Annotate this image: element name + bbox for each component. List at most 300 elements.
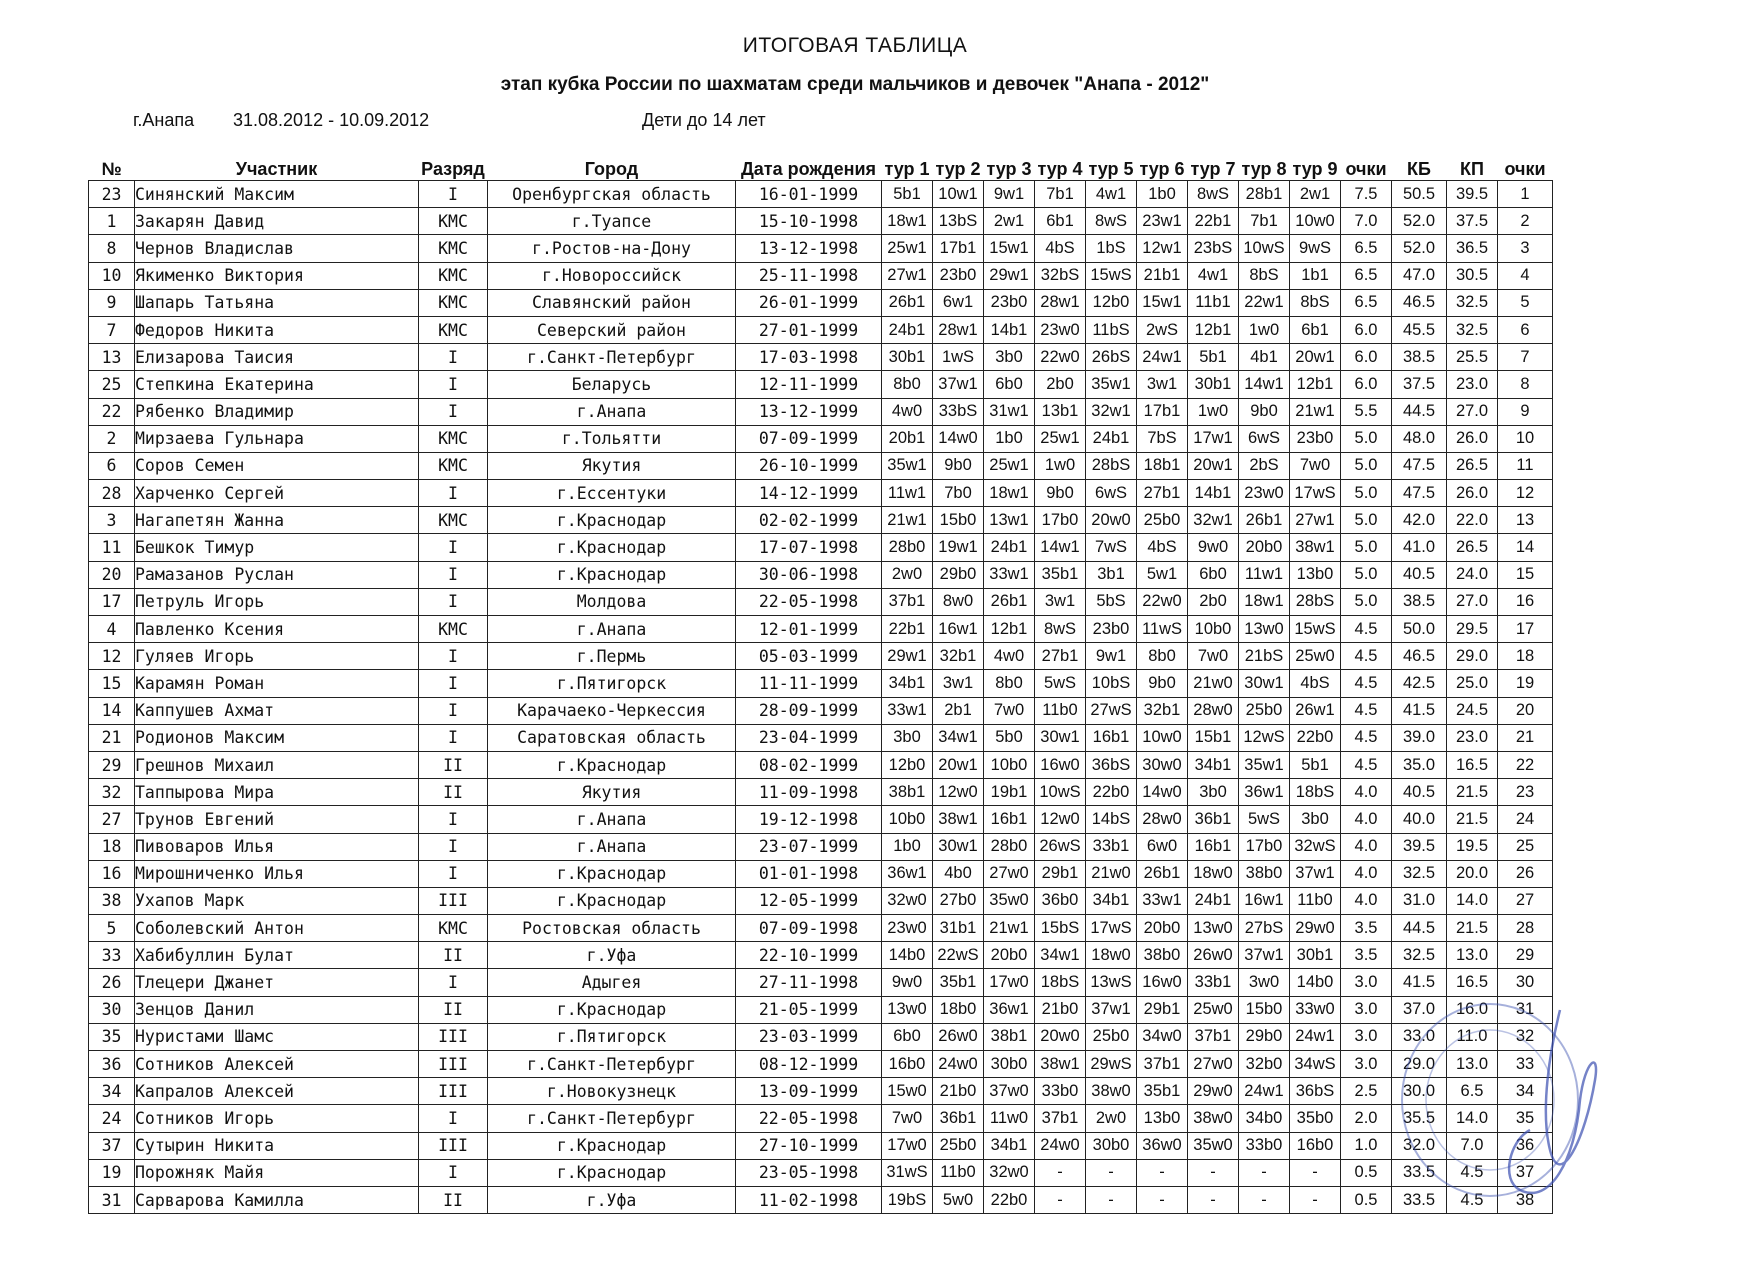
player-number-cell: 20 [89,561,135,588]
player-name-cell: Елизарова Таисия [135,344,419,371]
round-9-cell: 4bS [1290,670,1341,697]
round-6-cell: 16w0 [1137,969,1188,996]
player-rank-cell: КМС [419,289,488,316]
round-5-cell: 27wS [1086,697,1137,724]
round-2-cell: 15b0 [933,507,984,534]
round-5-cell: 21w0 [1086,860,1137,887]
player-rank-cell: I [419,697,488,724]
round-7-cell: 10b0 [1188,616,1239,643]
round-3-cell: 29w1 [984,262,1035,289]
buchholz-cell: 37.5 [1392,371,1447,398]
round-2-cell: 2b1 [933,697,984,724]
player-city-cell: г.Санкт-Петербург [488,1105,736,1132]
progress-cell: 32.5 [1447,289,1498,316]
round-4-cell: 5wS [1035,670,1086,697]
total-points-cell: 4.5 [1341,670,1392,697]
total-points-cell: 4.0 [1341,806,1392,833]
final-place-cell: 22 [1498,751,1553,778]
final-place-cell: 29 [1498,942,1553,969]
round-6-cell: 3w1 [1137,371,1188,398]
final-place-cell: 7 [1498,344,1553,371]
column-header: КП [1460,159,1484,179]
round-5-cell: 12b0 [1086,289,1137,316]
player-number-cell: 37 [89,1132,135,1159]
round-7-cell: 36b1 [1188,806,1239,833]
final-place-cell: 17 [1498,616,1553,643]
progress-cell: 36.5 [1447,235,1498,262]
progress-cell: 7.0 [1447,1132,1498,1159]
round-6-cell: 30w0 [1137,751,1188,778]
round-1-cell: 25w1 [882,235,933,262]
round-8-cell: 22w1 [1239,289,1290,316]
table-row [89,860,1553,887]
player-number-cell: 21 [89,724,135,751]
round-9-cell: 28bS [1290,588,1341,615]
final-place-cell: 33 [1498,1051,1553,1078]
table-row [89,1023,1553,1050]
round-2-cell: 1wS [933,344,984,371]
round-7-cell: 34b1 [1188,751,1239,778]
round-5-cell: 29wS [1086,1051,1137,1078]
total-points-cell: 4.5 [1341,697,1392,724]
progress-cell: 4.5 [1447,1186,1498,1213]
player-city-cell: г.Ростов-на-Дону [488,235,736,262]
round-6-cell: 28w0 [1137,806,1188,833]
buchholz-cell: 38.5 [1392,344,1447,371]
table-row [89,670,1553,697]
round-6-cell: 38b0 [1137,942,1188,969]
round-3-cell: 19b1 [984,779,1035,806]
round-7-cell: 28w0 [1188,697,1239,724]
round-4-cell: 18bS [1035,969,1086,996]
final-place-cell: 19 [1498,670,1553,697]
player-rank-cell: I [419,1159,488,1186]
table-row [89,969,1553,996]
round-2-cell: 24w0 [933,1051,984,1078]
player-number-cell: 2 [89,425,135,452]
player-number-cell: 1 [89,208,135,235]
total-points-cell: 4.5 [1341,616,1392,643]
round-9-cell: 27w1 [1290,507,1341,534]
player-number-cell: 33 [89,942,135,969]
round-9-cell: 20w1 [1290,344,1341,371]
round-2-cell: 12w0 [933,779,984,806]
birth-date-cell: 08-12-1999 [736,1051,882,1078]
round-8-cell: 2bS [1239,452,1290,479]
round-5-cell: 11bS [1086,316,1137,343]
round-3-cell: 27w0 [984,860,1035,887]
round-3-cell: 15w1 [984,235,1035,262]
table-row [89,806,1553,833]
total-points-cell: 2.5 [1341,1078,1392,1105]
round-7-cell: 17w1 [1188,425,1239,452]
round-3-cell: 1b0 [984,425,1035,452]
round-7-cell: - [1188,1186,1239,1213]
final-place-cell: 18 [1498,643,1553,670]
round-2-cell: 10w1 [933,181,984,208]
buchholz-cell: 47.5 [1392,480,1447,507]
round-2-cell: 9b0 [933,452,984,479]
player-name-cell: Сотников Алексей [135,1051,419,1078]
round-1-cell: 18w1 [882,208,933,235]
round-7-cell: 18w0 [1188,860,1239,887]
round-8-cell: 30w1 [1239,670,1290,697]
final-place-cell: 30 [1498,969,1553,996]
player-name-cell: Закарян Давид [135,208,419,235]
player-rank-cell: III [419,1023,488,1050]
table-row [89,616,1553,643]
player-name-cell: Петруль Игорь [135,588,419,615]
round-4-cell: 26wS [1035,833,1086,860]
round-9-cell: 37w1 [1290,860,1341,887]
round-4-cell: 29b1 [1035,860,1086,887]
player-number-cell: 23 [89,181,135,208]
table-row [89,915,1553,942]
round-8-cell: 9b0 [1239,398,1290,425]
player-rank-cell: КМС [419,316,488,343]
player-city-cell: г.Краснодар [488,1132,736,1159]
round-1-cell: 35w1 [882,452,933,479]
progress-cell: 16.0 [1447,996,1498,1023]
birth-date-cell: 11-02-1998 [736,1186,882,1213]
progress-cell: 6.5 [1447,1078,1498,1105]
player-city-cell: Адыгея [488,969,736,996]
round-7-cell: 26w0 [1188,942,1239,969]
round-9-cell: 21w1 [1290,398,1341,425]
birth-date-cell: 28-09-1999 [736,697,882,724]
progress-cell: 29.0 [1447,643,1498,670]
round-9-cell: 29w0 [1290,915,1341,942]
round-6-cell: 29b1 [1137,996,1188,1023]
round-7-cell: 12b1 [1188,316,1239,343]
player-number-cell: 15 [89,670,135,697]
table-header-row [89,156,1553,181]
final-place-cell: 36 [1498,1132,1553,1159]
round-3-cell: 16b1 [984,806,1035,833]
table-row [89,588,1553,615]
round-2-cell: 38w1 [933,806,984,833]
final-place-cell: 21 [1498,724,1553,751]
birth-date-cell: 22-10-1999 [736,942,882,969]
total-points-cell: 3.0 [1341,1051,1392,1078]
player-rank-cell: I [419,344,488,371]
buchholz-cell: 38.5 [1392,588,1447,615]
player-rank-cell: КМС [419,235,488,262]
player-city-cell: г.Краснодар [488,996,736,1023]
round-9-cell: 9wS [1290,235,1341,262]
round-9-cell: 22b0 [1290,724,1341,751]
round-4-cell: 9b0 [1035,480,1086,507]
round-7-cell: 8wS [1188,181,1239,208]
round-5-cell: 24b1 [1086,425,1137,452]
player-city-cell: Ростовская область [488,915,736,942]
round-8-cell: 20b0 [1239,534,1290,561]
buchholz-cell: 52.0 [1392,235,1447,262]
player-number-cell: 30 [89,996,135,1023]
column-header: тур 4 [1037,159,1083,179]
column-header: тур 3 [986,159,1032,179]
round-3-cell: 33w1 [984,561,1035,588]
final-place-cell: 24 [1498,806,1553,833]
birth-date-cell: 27-01-1999 [736,316,882,343]
total-points-cell: 4.5 [1341,643,1392,670]
birth-date-cell: 12-01-1999 [736,616,882,643]
total-points-cell: 5.5 [1341,398,1392,425]
round-8-cell: 1w0 [1239,316,1290,343]
round-1-cell: 32w0 [882,887,933,914]
round-6-cell: 1b0 [1137,181,1188,208]
round-1-cell: 36w1 [882,860,933,887]
player-city-cell: Якутия [488,779,736,806]
round-8-cell: 11w1 [1239,561,1290,588]
round-1-cell: 34b1 [882,670,933,697]
player-number-cell: 24 [89,1105,135,1132]
round-3-cell: 13w1 [984,507,1035,534]
round-1-cell: 12b0 [882,751,933,778]
table-row [89,1051,1553,1078]
round-2-cell: 11b0 [933,1159,984,1186]
player-rank-cell: II [419,779,488,806]
round-9-cell: - [1290,1159,1341,1186]
final-place-cell: 15 [1498,561,1553,588]
total-points-cell: 7.0 [1341,208,1392,235]
round-6-cell: 14w0 [1137,779,1188,806]
player-rank-cell: II [419,751,488,778]
player-rank-cell: III [419,1132,488,1159]
table-row [89,1132,1553,1159]
player-city-cell: г.Анапа [488,806,736,833]
final-place-cell: 38 [1498,1186,1553,1213]
final-place-cell: 27 [1498,887,1553,914]
round-9-cell: 16b0 [1290,1132,1341,1159]
final-place-cell: 34 [1498,1078,1553,1105]
birth-date-cell: 19-12-1998 [736,806,882,833]
player-rank-cell: I [419,643,488,670]
column-header: тур 7 [1190,159,1236,179]
buchholz-cell: 41.0 [1392,534,1447,561]
round-3-cell: 21w1 [984,915,1035,942]
player-number-cell: 35 [89,1023,135,1050]
round-9-cell: 11b0 [1290,887,1341,914]
round-2-cell: 32b1 [933,643,984,670]
round-7-cell: 4w1 [1188,262,1239,289]
buchholz-cell: 42.0 [1392,507,1447,534]
player-number-cell: 10 [89,262,135,289]
player-number-cell: 3 [89,507,135,534]
column-header: тур 9 [1292,159,1338,179]
round-8-cell: 6wS [1239,425,1290,452]
player-number-cell: 16 [89,860,135,887]
table-row [89,1186,1553,1213]
total-points-cell: 3.5 [1341,915,1392,942]
round-9-cell: 1b1 [1290,262,1341,289]
round-8-cell: 10wS [1239,235,1290,262]
player-number-cell: 14 [89,697,135,724]
round-8-cell: - [1239,1159,1290,1186]
round-4-cell: 12w0 [1035,806,1086,833]
progress-cell: 16.5 [1447,751,1498,778]
final-place-cell: 31 [1498,996,1553,1023]
progress-cell: 27.0 [1447,588,1498,615]
total-points-cell: 5.0 [1341,480,1392,507]
round-7-cell: 27w0 [1188,1051,1239,1078]
final-place-cell: 5 [1498,289,1553,316]
round-9-cell: 25w0 [1290,643,1341,670]
birth-date-cell: 11-09-1998 [736,779,882,806]
round-5-cell: - [1086,1159,1137,1186]
buchholz-cell: 40.5 [1392,779,1447,806]
round-2-cell: 8w0 [933,588,984,615]
player-number-cell: 18 [89,833,135,860]
round-1-cell: 15w0 [882,1078,933,1105]
round-4-cell: 33b0 [1035,1078,1086,1105]
round-4-cell: 7b1 [1035,181,1086,208]
round-7-cell: 25w0 [1188,996,1239,1023]
round-7-cell: 29w0 [1188,1078,1239,1105]
total-points-cell: 4.5 [1341,751,1392,778]
column-header: очки [1345,159,1387,179]
player-rank-cell: КМС [419,616,488,643]
round-5-cell: 32w1 [1086,398,1137,425]
round-7-cell: 13w0 [1188,915,1239,942]
column-header: Разряд [421,159,485,179]
table-row [89,534,1553,561]
table-row [89,480,1553,507]
birth-date-cell: 23-03-1999 [736,1023,882,1050]
player-city-cell: г.Пермь [488,643,736,670]
total-points-cell: 5.0 [1341,507,1392,534]
table-row [89,208,1553,235]
birth-date-cell: 15-10-1998 [736,208,882,235]
round-2-cell: 17b1 [933,235,984,262]
round-6-cell: 33w1 [1137,887,1188,914]
column-header: тур 5 [1088,159,1134,179]
round-2-cell: 26w0 [933,1023,984,1050]
round-2-cell: 14w0 [933,425,984,452]
round-5-cell: 3b1 [1086,561,1137,588]
final-place-cell: 35 [1498,1105,1553,1132]
round-2-cell: 33bS [933,398,984,425]
round-2-cell: 19w1 [933,534,984,561]
round-7-cell: - [1188,1159,1239,1186]
round-2-cell: 22wS [933,942,984,969]
player-name-cell: Ухапов Марк [135,887,419,914]
round-3-cell: 37w0 [984,1078,1035,1105]
results-table [88,156,1553,1214]
round-4-cell: 23w0 [1035,316,1086,343]
player-city-cell: Оренбургская область [488,181,736,208]
table-row [89,371,1553,398]
round-7-cell: 32w1 [1188,507,1239,534]
player-number-cell: 4 [89,616,135,643]
player-name-cell: Гуляев Игорь [135,643,419,670]
total-points-cell: 0.5 [1341,1159,1392,1186]
buchholz-cell: 41.5 [1392,697,1447,724]
round-1-cell: 19bS [882,1186,933,1213]
progress-cell: 29.5 [1447,616,1498,643]
birth-date-cell: 13-09-1999 [736,1078,882,1105]
round-6-cell: 35b1 [1137,1078,1188,1105]
round-6-cell: - [1137,1186,1188,1213]
round-8-cell: 32b0 [1239,1051,1290,1078]
birth-date-cell: 02-02-1999 [736,507,882,534]
round-9-cell: 6b1 [1290,316,1341,343]
round-8-cell: 8bS [1239,262,1290,289]
player-rank-cell: III [419,1078,488,1105]
total-points-cell: 6.0 [1341,371,1392,398]
round-7-cell: 24b1 [1188,887,1239,914]
round-3-cell: 30b0 [984,1051,1035,1078]
round-8-cell: 37w1 [1239,942,1290,969]
round-6-cell: 8b0 [1137,643,1188,670]
player-rank-cell: I [419,181,488,208]
round-1-cell: 14b0 [882,942,933,969]
round-5-cell: 16b1 [1086,724,1137,751]
table-row [89,452,1553,479]
round-8-cell: 25b0 [1239,697,1290,724]
player-name-cell: Таппырова Мира [135,779,419,806]
round-3-cell: 7w0 [984,697,1035,724]
round-6-cell: 36w0 [1137,1132,1188,1159]
round-2-cell: 23b0 [933,262,984,289]
round-5-cell: 36bS [1086,751,1137,778]
player-name-cell: Мирзаева Гульнара [135,425,419,452]
round-6-cell: 34w0 [1137,1023,1188,1050]
round-7-cell: 5b1 [1188,344,1239,371]
player-name-cell: Бешкок Тимур [135,534,419,561]
round-8-cell: 28b1 [1239,181,1290,208]
table-row [89,289,1553,316]
player-city-cell: Молдова [488,588,736,615]
player-name-cell: Федоров Никита [135,316,419,343]
round-5-cell: 9w1 [1086,643,1137,670]
player-number-cell: 11 [89,534,135,561]
player-city-cell: г.Новороссийск [488,262,736,289]
player-rank-cell: II [419,996,488,1023]
buchholz-cell: 31.0 [1392,887,1447,914]
round-5-cell: 30b0 [1086,1132,1137,1159]
player-name-cell: Соболевский Антон [135,915,419,942]
birth-date-cell: 23-05-1998 [736,1159,882,1186]
player-number-cell: 5 [89,915,135,942]
round-9-cell: 3b0 [1290,806,1341,833]
progress-cell: 27.0 [1447,398,1498,425]
round-1-cell: 30b1 [882,344,933,371]
final-place-cell: 2 [1498,208,1553,235]
round-3-cell: 36w1 [984,996,1035,1023]
round-6-cell: 24w1 [1137,344,1188,371]
total-points-cell: 6.0 [1341,344,1392,371]
player-rank-cell: III [419,887,488,914]
table-row [89,398,1553,425]
round-4-cell: 13b1 [1035,398,1086,425]
round-9-cell: 17wS [1290,480,1341,507]
table-row [89,697,1553,724]
round-4-cell: 16w0 [1035,751,1086,778]
round-4-cell: 20w0 [1035,1023,1086,1050]
round-4-cell: 34w1 [1035,942,1086,969]
column-header: № [101,159,122,179]
round-7-cell: 23bS [1188,235,1239,262]
round-9-cell: 15wS [1290,616,1341,643]
round-3-cell: 5b0 [984,724,1035,751]
round-1-cell: 33w1 [882,697,933,724]
round-6-cell: 20b0 [1137,915,1188,942]
round-2-cell: 25b0 [933,1132,984,1159]
round-6-cell: 27b1 [1137,480,1188,507]
player-rank-cell: I [419,561,488,588]
round-8-cell: 21bS [1239,643,1290,670]
